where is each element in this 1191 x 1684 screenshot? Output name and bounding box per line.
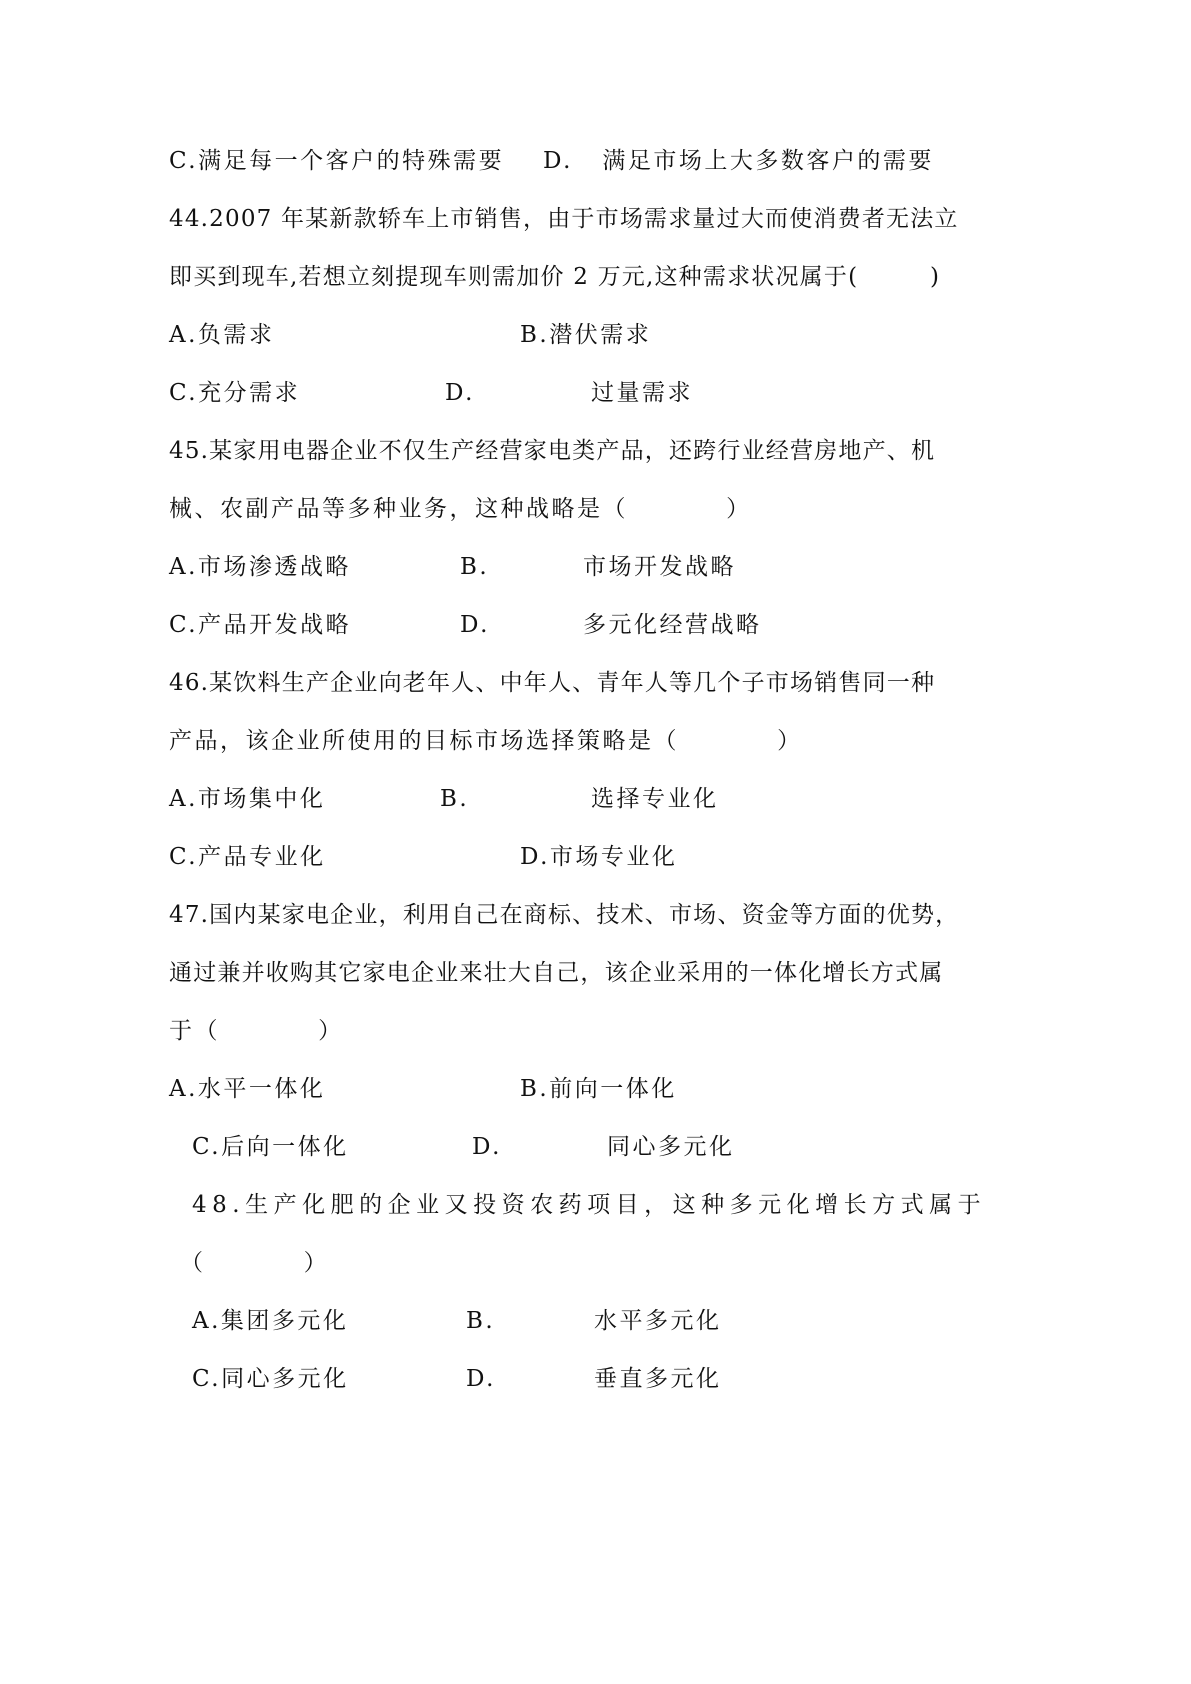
option-d-text: D.市场专业化 bbox=[520, 844, 678, 870]
question-44-line-1: 44.2007 年某新款轿车上市销售，由于市场需求量过大而使消费者无法立 bbox=[169, 206, 959, 232]
option-d-text: 多元化经营战略 bbox=[583, 612, 762, 638]
question-47-line-1: 47.国内某家电企业，利用自己在商标、技术、市场、资金等方面的优势， bbox=[169, 902, 960, 928]
option-d-label: D. bbox=[472, 1134, 502, 1160]
option-d-label: D. bbox=[466, 1366, 496, 1392]
option-b-label: B. bbox=[466, 1308, 496, 1334]
option-a-text: A.负需求 bbox=[169, 322, 275, 348]
question-46-line-2: 产品，该企业所使用的目标市场选择策略是（ ） bbox=[169, 728, 803, 754]
question-47-line-3: 于（ ） bbox=[169, 1018, 344, 1044]
question-48-line-1: 48.生产化肥的企业又投资农药项目，这种多元化增长方式属于 bbox=[192, 1192, 987, 1218]
question-44-line-2: 即买到现车,若想立刻提现车则需加价 2 万元,这种需求状况属于( bbox=[169, 264, 859, 290]
option-b-text: B.潜伏需求 bbox=[520, 322, 652, 348]
option-c-text: C.同心多元化 bbox=[192, 1366, 349, 1392]
question-45-line-1: 45.某家用电器企业不仅生产经营家电类产品，还跨行业经营房地产、机 bbox=[169, 438, 936, 464]
option-b-label: B. bbox=[460, 554, 490, 580]
question-46-line-1: 46.某饮料生产企业向老年人、中年人、青年人等几个子市场销售同一种 bbox=[169, 670, 936, 696]
option-b-text: B.前向一体化 bbox=[520, 1076, 677, 1102]
option-b-text: 市场开发战略 bbox=[583, 554, 736, 580]
question-48-line-2: （ ） bbox=[180, 1250, 330, 1276]
option-c-text: C.产品开发战略 bbox=[169, 612, 352, 638]
option-d-text: D. 满足市场上大多数客户的需要 bbox=[543, 148, 934, 174]
option-d-label: D. bbox=[460, 612, 490, 638]
option-d-text: 过量需求 bbox=[591, 380, 693, 406]
option-c-text: C.后向一体化 bbox=[192, 1134, 349, 1160]
question-45-line-2: 械、农副产品等多种业务，这种战略是（ ） bbox=[169, 496, 752, 522]
option-a-text: A.水平一体化 bbox=[169, 1076, 326, 1102]
option-d-text: 同心多元化 bbox=[607, 1134, 735, 1160]
option-c-text: C.满足每一个客户的特殊需要 bbox=[169, 148, 505, 174]
option-c-text: C.充分需求 bbox=[169, 380, 301, 406]
option-b-label: B. bbox=[440, 786, 470, 812]
option-a-text: A.集团多元化 bbox=[192, 1308, 349, 1334]
option-b-text: 选择专业化 bbox=[591, 786, 719, 812]
question-47-line-2: 通过兼并收购其它家电企业来壮大自己，该企业采用的一体化增长方式属 bbox=[169, 960, 944, 986]
option-a-text: A.市场渗透战略 bbox=[169, 554, 351, 580]
option-d-text: 垂直多元化 bbox=[594, 1366, 722, 1392]
option-b-text: 水平多元化 bbox=[594, 1308, 722, 1334]
option-d-label: D. bbox=[445, 380, 475, 406]
option-a-text: A.市场集中化 bbox=[169, 786, 326, 812]
option-c-text: C.产品专业化 bbox=[169, 844, 326, 870]
question-44-bracket-close: ) bbox=[930, 264, 942, 290]
